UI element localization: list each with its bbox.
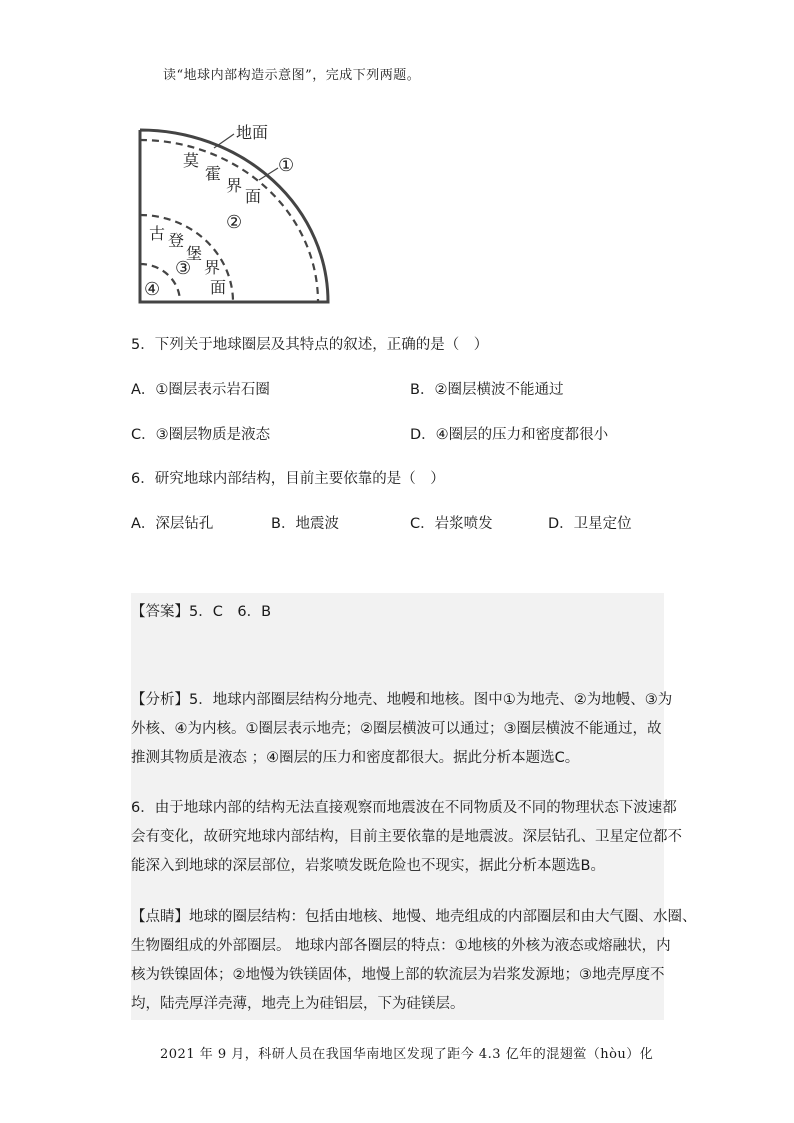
q6-option-a[interactable]: A．深层钻孔	[131, 516, 214, 532]
moho-char-2: 霍	[205, 164, 222, 183]
q5-option-c[interactable]: C．③圈层物质是液态	[131, 427, 271, 443]
next-question-text: 2021 年 9 月，科研人员在我国华南地区发现了距今 4.3 亿年的混翅鲎（hòu）化	[160, 1047, 654, 1062]
gutenberg-char-2: 登	[168, 231, 185, 250]
tips-line: 生物圈组成的外部圈层。 地球内部各圈层的特点：①地核的外核为液态或熔融状，内	[131, 938, 671, 954]
moho-char-3: 界	[226, 176, 243, 195]
q6-option-d[interactable]: D．卫星定位	[548, 516, 632, 532]
layer-3-label: ③	[175, 258, 192, 279]
analysis-line: 【分析】5．地球内部圈层结构分地壳、地幔和地核。图中①为地壳、②为地幔、③为	[131, 692, 673, 708]
q6-option-c[interactable]: C．岩浆喷发	[410, 516, 493, 532]
gutenberg-char-1: 古	[149, 224, 166, 243]
moho-char-1: 莫	[183, 151, 200, 170]
q5-option-a[interactable]: A．①圈层表示岩石圈	[131, 382, 270, 398]
q5-option-b[interactable]: B．②圈层横波不能通过	[410, 382, 564, 398]
analysis-line: 推测其物质是液态 ；④圈层的压力和密度都很大。据此分析本题选C。	[131, 750, 580, 766]
analysis-line: 会有变化，故研究地球内部结构，目前主要依靠的是地震波。深层钻孔、卫星定位都不	[131, 829, 682, 845]
layer-2-label: ②	[226, 212, 243, 233]
analysis-line: 能深入到地球的深层部位，岩浆喷发既危险也不现实，据此分析本题选B。	[131, 858, 605, 874]
tips-line: 【点睛】地球的圈层结构：包括由地核、地慢、地壳组成的内部圈层和由大气圈、水圈、	[131, 909, 697, 925]
analysis-line: 外核、④为内核。①圈层表示地壳；②圈层横波可以通过；③圈层横波不能通过，故	[131, 721, 662, 737]
tips-section	[131, 903, 697, 1019]
tips-line: 均，陆壳厚洋壳薄，地壳上为硅铝层，下为硅镁层。	[131, 996, 465, 1012]
q5-option-d[interactable]: D．④圈层的压力和密度都很小	[410, 427, 609, 443]
gutenberg-char-5: 面	[210, 278, 227, 297]
intro-text: 读“地球内部构造示意图”，完成下列两题。	[163, 68, 421, 83]
q6-stem: 6．研究地球内部结构，目前主要依靠的是（ ）	[131, 471, 445, 487]
analysis-line: 6．由于地球内部的结构无法直接观察而地震波在不同物质及不同的物理状态下波速都	[131, 800, 677, 816]
gutenberg-char-3: 堡	[186, 244, 203, 263]
moho-char-4: 面	[245, 187, 262, 206]
analysis-q5	[131, 686, 673, 773]
analysis-q6	[131, 794, 682, 881]
tips-line: 核为铁镍固体；②地慢为铁镁固体，地慢上部的软流层为岩浆发源地；③地壳厚度不	[131, 967, 665, 983]
layer-4-label: ④	[144, 279, 161, 300]
answer-line: 【答案】5．C 6．B	[131, 604, 272, 620]
surface-label: 地面	[236, 123, 269, 142]
layer-1-label: ①	[278, 155, 295, 176]
earth-interior-diagram	[128, 118, 338, 308]
q6-option-b[interactable]: B．地震波	[271, 516, 339, 532]
gutenberg-char-4: 界	[204, 258, 221, 277]
q5-stem: 5．下列关于地球圈层及其特点的叙述，正确的是（ ）	[131, 337, 489, 353]
